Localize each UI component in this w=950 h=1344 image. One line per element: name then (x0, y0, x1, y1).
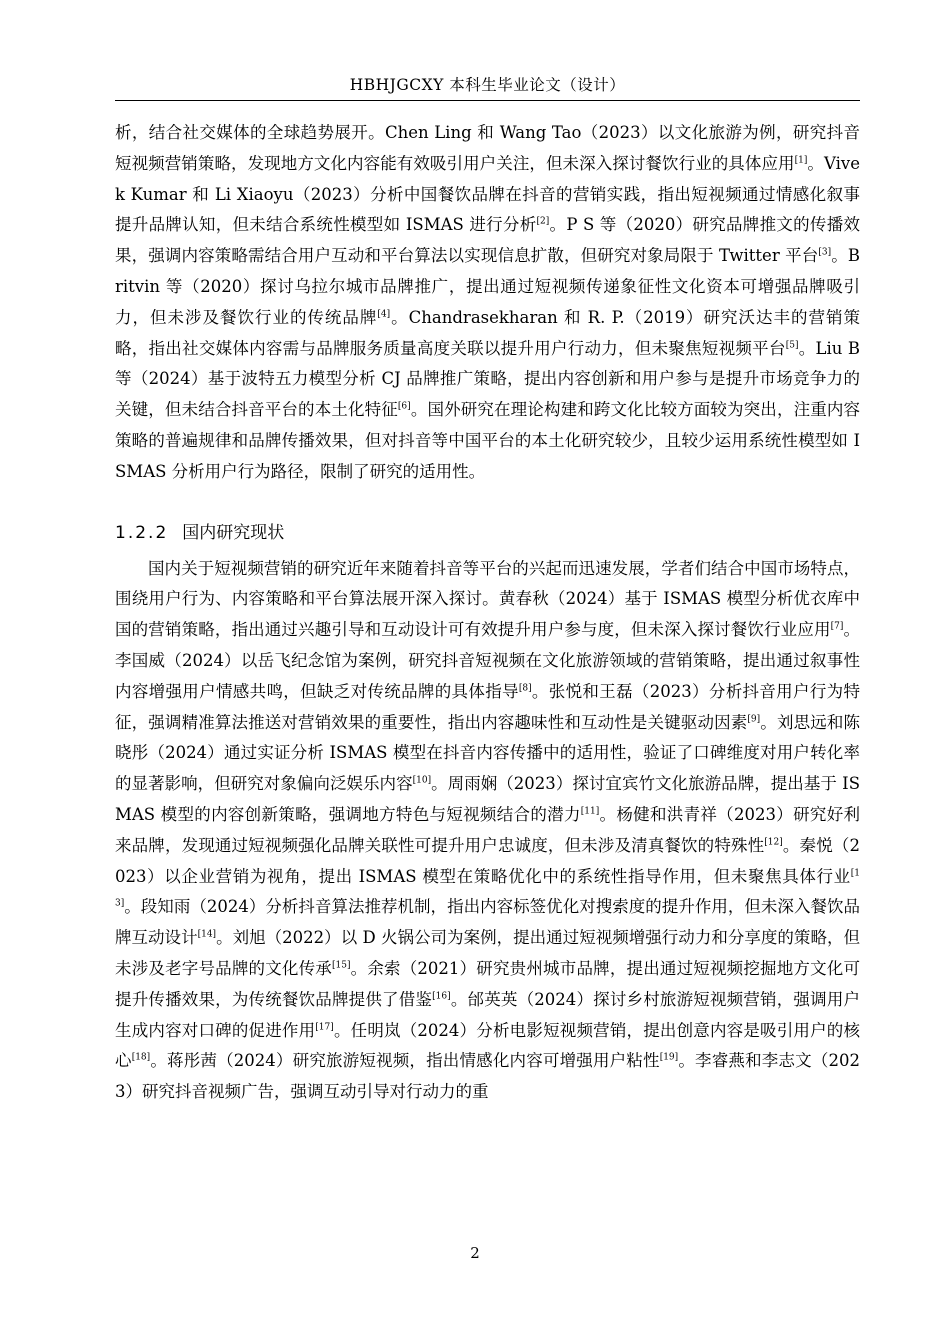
citation-marker: [15] (331, 960, 351, 971)
citation-marker: [5] (785, 340, 799, 351)
section-title: 国内研究现状 (182, 522, 285, 543)
page-body (115, 118, 860, 1108)
citation-marker: [6] (397, 401, 411, 412)
citation-marker: [13] (115, 868, 860, 909)
header-rule (115, 100, 860, 101)
citation-marker: [19] (659, 1052, 679, 1063)
paragraph-foreign-research: 析，结合社交媒体的全球趋势展开。Chen Ling 和 Wang Tao（2023）以文化旅游为例，研究抖音短视频营销策略，发现地方文化内容能有效吸引用户关注，但未深入探讨餐饮行业的具体应用[1]。Vivek Kumar 和 Li Xiaoyu（2023）分析中国餐饮品牌在抖音的营销实践，指出短视频通过情感化叙事提升品牌认知，但未结合系统性模型如 ISMAS 进行分析[2]。P S 等（2020）研究品牌推文的传播效果，强调内容策略需结合用户互动和平台算法以实现信息扩散，但研究对象局限于 Twitter 平台[3]。Britvin 等（2020）探讨乌拉尔城市品牌推广，提出通过短视频传递象征性文化资本可增强品牌吸引力，但未涉及餐饮行业的传统品牌[4]。Chandrasekharan 和 R. P.（2019）研究沃达丰的营销策略，指出社交媒体内容需与品牌服务质量高度关联以提升用户行动力，但未聚焦短视频平台[5]。Liu B 等（2024）基于波特五力模型分析 CJ 品牌推广策略，提出内容创新和用户参与是提升市场竞争力的关键，但未结合抖音平台的本土化特征[6]。国外研究在理论构建和跨文化比较方面较为突出，注重内容策略的普遍规律和品牌传播效果，但对抖音等中国平台的本土化研究较少，且较少运用系统性模型如 ISMAS 分析用户行为路径，限制了研究的适用性。 (115, 123, 861, 481)
citation-marker: [16] (432, 991, 451, 1002)
page-header (115, 74, 860, 96)
citation-marker: [1] (794, 155, 808, 166)
citation-marker: [2] (536, 216, 550, 227)
citation-marker: [8] (518, 683, 532, 694)
citation-marker: [11] (580, 806, 600, 817)
citation-marker: [3] (818, 247, 832, 258)
section-number: 1.2.2 (115, 522, 169, 543)
citation-marker: [17] (315, 1022, 334, 1033)
page-number: 2 (470, 1244, 480, 1262)
citation-marker: [9] (747, 714, 761, 725)
header-title: HBHJGCXY 本科生毕业论文（设计） (349, 76, 626, 94)
citation-marker: [7] (830, 621, 844, 632)
citation-marker: [14] (197, 929, 217, 940)
citation-marker: [18] (131, 1052, 151, 1063)
citation-marker: [10] (412, 775, 432, 786)
paragraph-domestic-research: 国内关于短视频营销的研究近年来随着抖音等平台的兴起而迅速发展，学者们结合中国市场特点，围绕用户行为、内容策略和平台算法展开深入探讨。黄春秋（2024）基于 ISMAS 模型分析优衣库中国的营销策略，指出通过兴趣引导和互动设计可有效提升用户参与度，但未深入探讨餐饮行业应用[7]。李国威（2024）以岳飞纪念馆为案例，研究抖音短视频在文化旅游领域的营销策略，提出通过叙事性内容增强用户情感共鸣，但缺乏对传统品牌的具体指导[8]。张悦和王磊（2023）分析抖音用户行为特征，强调精准算法推送对营销效果的重要性，指出内容趣味性和互动性是关键驱动因素[9]。刘思远和陈晓彤（2024）通过实证分析 ISMAS 模型在抖音内容传播中的适用性，验证了口碑维度对用户转化率的显著影响，但研究对象偏向泛娱乐内容[10]。周雨娴（2023）探讨宜宾竹文化旅游品牌，提出基于 ISMAS 模型的内容创新策略，强调地方特色与短视频结合的潜力[11]。杨健和洪青祥（2023）研究好利来品牌，发现通过短视频强化品牌关联性可提升用户忠诚度，但未涉及清真餐饮的特殊性[12]。秦悦（2023）以企业营销为视角，提出 ISMAS 模型在策略优化中的系统性指导作用，但未聚焦具体行业[13]。段知雨（2024）分析抖音算法推荐机制，指出内容标签优化对搜索度的提升作用，但未深入餐饮品牌互动设计[14]。刘旭（2022）以 D 火锅公司为案例，提出通过短视频增强行动力和分享度的策略，但未涉及老字号品牌的文化传承[15]。余索（2021）研究贵州城市品牌，提出通过短视频挖掘地方文化可提升传播效果，为传统餐饮品牌提供了借鉴[16]。邰英英（2024）探讨乡村旅游短视频营销，强调用户生成内容对口碑的促进作用[17]。任明岚（2024）分析电影短视频营销，提出创意内容是吸引用户的核心[18]。蒋彤茜（2024）研究旅游短视频，指出情感化内容可增强用户粘性[19]。李睿燕和李志文（2023）研究抖音视频广告，强调互动引导对行动力的重 (115, 558, 861, 1102)
section-heading (115, 518, 860, 548)
citation-marker: [12] (764, 837, 783, 848)
citation-marker: [4] (377, 309, 391, 320)
